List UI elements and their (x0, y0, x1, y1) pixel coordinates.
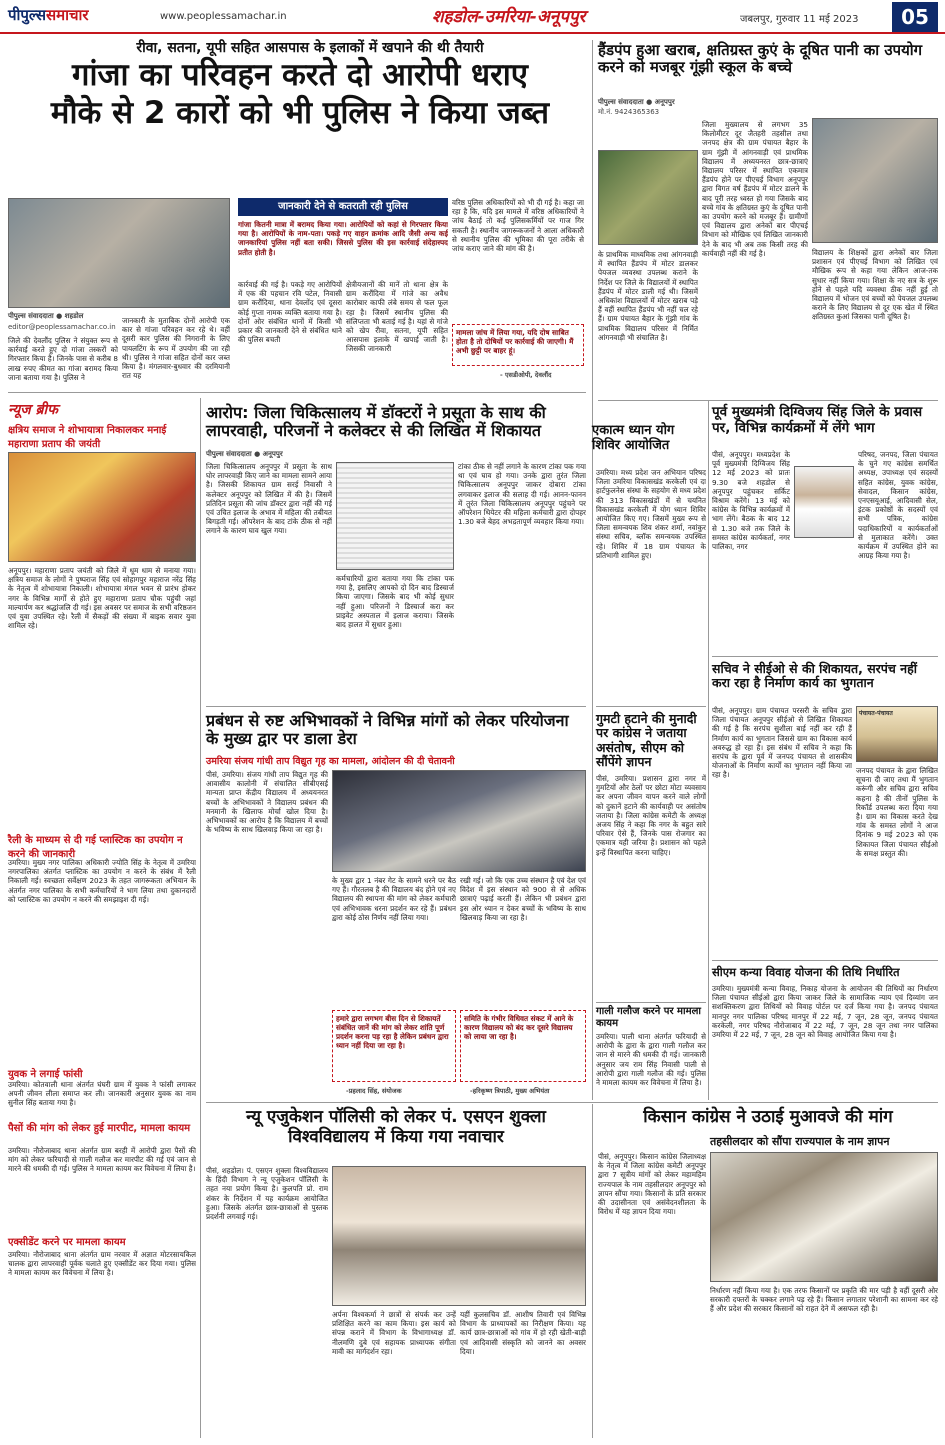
brief-5-body: उमरिया। नौरोजाबाद थाना अंतर्गत ग्राम नरवार में अज्ञात मोटरसायकिल चालक द्वारा लापरवाही पूर्वक चलाते हुए एक्सीडेंट कर दिया गया। पुलिस ने मामला कायम कर विवेचना में लिया है। (8, 1250, 196, 1278)
lead-byline: पीपुल्स संवाददाता ● शहडोल (8, 312, 84, 320)
hospital-col-3: टांका ठीक से नहीं लगाने के कारण टांका पक गया था एवं घाव हो गया। उनके द्वारा तुरंत जिला चिकित्सालय अनूपपुर जाकर दोबारा टांका लगवाकर इलाज की सलाह दी गई। आनन-फानन में तुरंत जिला चिकित्सालय अनूपपुर पहुंचने पर ऑपरेशन थियेटर की महिला कर्मचारी द्वारा दोपहर 1.30 बजे बेहद अभद्रतापूर्ण व्यवहार किया गया। (458, 462, 586, 527)
dera-quote-1-by: -प्रहलाद सिंह, संयोजक (346, 1087, 402, 1095)
lead-col-3: कार्रवाई की गई है। पकड़े गए आरोपियों में एक की पहचान रवि पटेल, निवासी ग्राम करौंदिया, थाना देवलोंद एवं दूसरा कोई गुप्ता नामक व्यक्ति बताया गया है। दोनों ओर संबंधित थानों में किसी भी प्रकार की जानकारी देने से संबंधित थाने की पुलिस बचती (238, 280, 342, 345)
kisan-col-2: निर्धारण नहीं किया गया है। एक तरफ किसानों पर प्रकृति की मार पड़ी है वहीं दूसरी ओर सरकारी दफ्तरों के चक्कर लगाने पड़ रहे हैं। किसान लगातार परेशानी का सामना कर रहे हैं और प्रदेश की सरकार किसानों को राहत देने में असफल रही है। (710, 1286, 938, 1314)
digvijay-photo (794, 466, 854, 538)
lead-col-4: क्षेत्रीयजानों की मानें तो थाना क्षेत्र के ग्राम करौंदिया में गांजे का अवैध कारोबार काफी लंबे समय से फल फूल रहा है। जिसमें स्थानीय पुलिस की संलिप्तता भी बताई गई है। यहां से गांजे को खेप रीवा, सतना, यूपी सहित आसपास इलाके में खपाई जाती है। जिसकी जानकारी (346, 280, 448, 354)
handpump-mobile: मो.नं. 9424365363 (598, 108, 660, 116)
university-col-3: यहीं कुलसचिव डॉ. आशीष तिवारी एवं विभिन्न विभाग के प्राध्यापकों का निरीक्षण किया। यह कार्य छात्र-छात्राओं को गांव में हो रही खेती-बाड़ी एवं आदिवासी संस्कृति को जानने का अवसर दिया। (460, 1310, 586, 1356)
university-headline: न्यू एजुकेशन पॉलिसी को लेकर पं. एसएन शुक्ला विश्वविद्यालय में किया गया नवाचार (246, 1107, 546, 1147)
sarpanch-headline: सचिव ने सीईओ से की शिकायत, सरपंच नहीं करा रहा है निर्माण कार्य का भुगतान (712, 661, 917, 691)
handpump-photo (812, 118, 938, 243)
brief-1-photo (8, 452, 196, 562)
hospital-col-1: जिला चिकित्सालय अनूपपुर में प्रसूता के साथ घोर लापरवाही किए जाने का मामला सामने आया है। जिसकी शिकायत ग्राम सरई निवासी ने कलेक्टर अनूपपुर को लिखित में की है। जिसमें प्रतिदिन प्रसूता की जांच डॉक्टर द्वारा नहीं की गई एवं उचित इलाज के अभाव में महिला की तबीयत बिगड़ती गई। ऑपरेशन के बाद टांके ठीक से नहीं लगाने के कारण घाव खुल गया। (206, 462, 332, 536)
brief-4-body: उमरिया। नौरोजाबाद थाना अंतर्गत ग्राम बरही में आरोपी द्वारा पैसों की मांग को लेकर फरियादी से गाली गलौज कर मारपीट की गई एवं जान से मारने की धमकी दी गई। पुलिस ने मामला कायम कर विवेचना में लिया है। (8, 1146, 196, 1174)
dera-quote-1: हमारे द्वारा लगभग बीस दिन से शिकायतें संबंधित जानें की मांग को लेकर शांति पूर्ण प्रदर्शन करना पड़ रहा है लेकिन प्रबंधन द्वारा ध्यान नहीं दिया जा रहा है। (332, 1010, 456, 1082)
panchayat-board-label: पंचायत-पंचायत (859, 710, 893, 717)
dera-headline: प्रबंधन से रुष्ट अभिभावकों ने विभिन्न मांगों को लेकर परियोजना के मुख्य द्वार पर डाला डेरा (206, 711, 569, 749)
kisan-col-1: पीसं, अनूपपुर। किसान कांग्रेस जिलाध्यक्ष के नेतृत्व में जिला कांग्रेस कमेटी अनूपपुर द्वारा 7 सूत्रीय मांगों को लेकर महामहिम राज्यपाल के नाम तहसीलदार अनूपपुर को ज्ञापन सौंपा गया। किसानों के प्रति सरकार की उदासीनता एवं असंवेदनशीलता के विरोध में यह ज्ञापन दिया गया। (598, 1152, 706, 1217)
kanya-headline: सीएम कन्या विवाह योजना की तिथि निर्धारित (712, 965, 900, 979)
galoj-body: उमरिया। पाली थाना अंतर्गत फरियादी से आरोपी के द्वारा के द्वारा गाली गलौज कर जान से मारने की धमकी दी गई। जानकारी अनुसार जय राम सिंह निवासी पाली से आरोपी द्वारा गाली गलौज की गई। पुलिस ने मामला कायम कर विवेचना में लिया है। (596, 1032, 706, 1088)
brief-5-headline: एक्सीडेंट करने पर मामला कायम (8, 1237, 126, 1248)
sarpanch-photo (856, 706, 938, 762)
university-photo (332, 1166, 586, 1306)
brief-2-headline: रैली के माध्यम से दी गई प्लास्टिक का उपयोग न करने की जानकारी (8, 835, 183, 860)
lead-col-2: जानकारी के मुताबिक दोनों आरोपी एक कार से गांजा परिवहन कर रहे थे। वहीं दूसरी कार पुलिस की निगरानी के लिए पायलटिंग के रूप में उपयोग की जा रही थी। पुलिस ने गांजा सहित दोनों कार जब्त किया है। मंगलवार-बुधवार की दरमियानी रात यह (122, 316, 230, 381)
dera-col-3: रखी गई। जो कि एक उच्च संस्थान है एवं देश एवं विदेश में इस संस्थान को 900 से से अधिक छात्राएं पढ़ाई करती हैं। लेकिन भी प्रबंधन द्वारा इस ओर ध्यान न देकर बच्चों के भविष्य के साथ खिलवाड़ किया जा रहा है। (460, 876, 586, 922)
lead-headline-1: गांजा का परिवहन करते दो आरोपी धराए (72, 57, 528, 93)
university-col-2: अर्पना विश्वकर्मा ने छात्रों से संपर्क कर उन्हें प्रशिक्षित करने का काम किया। इस कार्य को संपन्न कराने में विभाग के विभागाध्यक्ष डॉ. नीलमणि दुबे एवं सहायक प्राध्यापक संगीता मावी का मार्गदर्शन रहा। (332, 1310, 456, 1356)
handpump-col-2: के प्राथमिक माध्यमिक तथा आंगनवाड़ी में स्थापित हैंडपंप में मोटर डालकर पेयजल व्यवस्था उपलब्ध कराने के निर्देश पर जिले के विद्यालयों में स्थापित हैंडपंप में मोटर डाली गई थी। जिसमें अधिकांश विद्यालयों में मोटर खराब पड़े हैं वहीं स्थापित हैंडपंप भी नहीं चल रहे हैं। ग्राम पंचायत बैहार के गूंझी गांव के प्राथमिक विद्यालय परिसर में निर्मित आंगनवाड़ी भी संचालित है। (598, 250, 698, 342)
divider (206, 706, 586, 707)
brief-2-body: उमरिया। मुख्य नगर पालिका अधिकारी ज्योति सिंह के नेतृत्व में उमरिया नगरपालिका अंतर्गत प्लास्टिक का उपयोग न करने के संबंध में रैली निकाली गई। स्वच्छता सर्वेक्षण 2023 के तहत जागरूकता अभियान के अंतर्गत नगर पालिका के सभी कर्मचारियों ने भाग लिया तथा दुकानदारों को प्लास्टिक का उपयोग न करने की समझाइश दी गई। (8, 858, 196, 904)
lead-kicker: रीवा, सतना, यूपी सहित आसपास के इलाकों में खपाने की थी तैयारी (136, 40, 484, 56)
ekatm-body: उमरिया। मध्य प्रदेश जन अभियान परिषद जिला उमरिया विकासखंड करकेली एवं दा हार्टफुलनेस संस्था के सहयोग से मध्य प्रदेश की 313 विकासखंडों में से चयनित विकासखंड करकेली में योग ध्यान शिविर आयोजित किए गए। जिसमें मुख्य रूप से जिला समन्वयक शिव शंकर शर्मा, नवांकुर संस्था सचिव, ब्लॉक समन्वयक उपस्थित रहे। शिविर में 18 ग्राम पंचायत के प्रतिभागी शामिल हुए। (596, 468, 706, 560)
sarpanch-col-2: जनपद पंचायत के द्वारा लिखित सूचना दी जाए तथा मैं भुगतान करूंगी और सचिव द्वारा सचिव कहना है की तीनों पुलिस के रिकॉर्ड उपलब्ध करा दिया गया है। ग्राम का विकास करते देख गांव के समस्त लोगों ने आज दिनांक 9 मई 2023 को एक शिकायत जिला पंचायत सीईओ के समक्ष प्रस्तुत की। (856, 766, 938, 858)
column-divider (592, 40, 593, 1100)
column-divider (708, 400, 709, 1100)
kisan-photo (710, 1152, 938, 1282)
lead-quote-by: - एसडीओपी, देवलौंद (500, 371, 552, 379)
galoj-headline: गाली गलौज करने पर मामला कायम (596, 1006, 701, 1029)
page-number: 05 (892, 2, 938, 32)
kisan-subhead: तहसीलदार को सौंपा राज्यपाल के नाम ज्ञापन (710, 1135, 890, 1148)
university-col-1: पीसं, शहडोल। पं. एसएन शुक्ला विश्वविद्यालय के हिंदी विभाग ने न्यू एजुकेशन पॉलिसी के तहत नया प्रयोग किया है। कुलपति प्रो. राम शंकर के निर्देशन में यह कार्यक्रम आयोजित हुआ। जिसके अंतर्गत छात्र-छात्राओं से पुस्तक प्रदर्शनी लगवाई गई। (206, 1166, 328, 1222)
digvijay-col-1: पीसं, अनूपपुर। मध्यप्रदेश के पूर्व मुख्यमंत्री दिग्विजय सिंह 12 मई 2023 को प्रातः 9.30 बजे शहडोल से अनूपपुर पहुंचकर सर्किट विश्राम करेंगे। 13 मई को कांग्रेस के विभिन्न कार्यक्रमों में भाग लेंगे। बैठक के बाद 12 से 1.30 बजे तक जिले के समस्त कांग्रेस कार्यकर्ता, नगर पालिका, नगर (712, 450, 790, 552)
divider (596, 706, 706, 707)
hospital-complaint-photo (336, 462, 454, 570)
handpump-well-photo (598, 150, 698, 245)
divider (206, 1102, 938, 1103)
masthead (0, 0, 945, 34)
lead-photo (8, 198, 230, 308)
lead-col-1: जिले की देवलौंद पुलिस ने संयुक्त रूप से कार्रवाई करते हुए दो गांजा तस्करों को गिरफ्तार किया है। जिनके पास से करीब 8 लाख रुपए कीमत का गांजा बरामद किया जाना बताया गया है। पुलिस ने (8, 336, 118, 382)
column-divider (200, 398, 201, 1438)
website-url: www.peoplessamachar.in (160, 11, 287, 22)
kanya-body: उमरिया। मुख्यमंत्री कन्या विवाह, निकाह योजना के आयोजन की तिथियों का निर्धारण जिला पंचायत सीईओ द्वारा किया जाकर जिले के सामाजिक न्याय एवं दिव्यांग जन सशक्तिकरण द्वारा तिथियों को विवाह पोर्टल पर दर्ज किया गया है। जनपद पंचायत मानपुर नगर पालिका परिषद मानपुर में 22 मई, 7 जून, 28 जून, जनपद पंचायत करकेली, नगर परिषद नौरोजाबाद में 22 मई, 7 जून, 28 जून तथा नगर पालिका उमरिया में 22 मई, 7 जून, 28 जून को विवाह आयोजित किया गया है। (712, 984, 938, 1040)
kisan-headline: किसान कांग्रेस ने उठाई मुआवजे की मांग (643, 1107, 893, 1127)
dera-col-2: के मुख्य द्वार 1 नंबर गेट के सामने धरने पर बैठ गए हैं। गौरतलब है की विद्यालय बंद होने एवं नए विद्यालय की स्थापना की मांग को लेकर कर्मचारी एवं अभिभावक धरना प्रदर्शन कर रहे हैं। प्रबंधन द्वारा कोई ठोस निर्णय नहीं लिया गया। (332, 876, 456, 922)
column-divider (592, 1104, 593, 1438)
lead-ribbon: जानकारी देने से कतराती रही पुलिस (238, 198, 448, 216)
news-brief-tag: न्यूज ब्रीफ (8, 402, 58, 418)
brief-3-body: उमरिया। कोतवाली थाना अंतर्गत घंघरी ग्राम में युवक ने फांसी लगाकर अपनी जीवन लीला समाप्त कर ली। जानकारी अनुसार युवक का नाम सुनील सिंह बताया गया है। (8, 1080, 196, 1108)
divider (598, 400, 938, 401)
dera-col-1: पीसं, उमरिया। संजय गांधी ताप विद्युत गृह की आवासीय कालोनी में संचालित सीबीएसई मान्यता प्राप्त केंद्रीय विद्यालय में अध्ययनरत बच्चों के अभिभावकों ने विद्यालय प्रबंधन की मनमानी के खिलाफ मोर्चा खोल दिया है। अभिभावकों का आरोप है कि विद्यालय में बच्चों के भविष्य के साथ खिलवाड़ किया जा रहा है। (206, 770, 328, 835)
brief-3-headline: युवक ने लगाई फांसी (8, 1069, 83, 1080)
dera-quote-2-by: -हरिकृष्ण त्रिपाठी, मुख्य अभियंता (470, 1087, 550, 1095)
divider (596, 1002, 706, 1003)
divider (712, 960, 938, 961)
digvijay-headline: पूर्व मुख्यमंत्री दिग्विजय सिंह जिले के प्रवास पर, विभिन्न कार्यक्रमों में लेंगे भाग (712, 404, 923, 436)
hospital-headline: आरोप: जिला चिकित्सालय में डॉक्टरों ने प्रसूता के साथ की लापरवाही, परिजनों ने कलेक्टर से की लिखित में शिकायत (206, 403, 546, 441)
newspaper-logo: पीपुल्ससमाचार (8, 6, 89, 24)
divider (712, 656, 938, 657)
dera-subhead: उमरिया संजय गांधी ताप विद्युत गृह का मामला, आंदोलन की दी चेतावनी (206, 756, 455, 767)
sarpanch-col-1: पीसं, अनूपपुर। ग्राम पंचायत परसरी के सचिव द्वारा जिला पंचायत अनूपपुर सीईओ से लिखित शिकायत की गई है कि सरपंच सुशीला बाई नहीं कर रही हैं निर्माण कार्य का भुगतान जिससे ग्राम का विकास कार्य अवरुद्ध हो रहा है। इस संबंध में सचिव ने कहा कि सरपंच के द्वारा पूर्व में जनपद पंचायत से शासकीय योजनाओं के निर्माण कार्यों का भुगतान नहीं किया जा रहा है। (712, 706, 852, 780)
lead-intro: गांजा कितनी मात्रा में बरामद किया गया। आरोपियों को कहां से गिरफ्तार किया गया है। आरोपियों के नाम-पता। पकड़े गए वाहन क्रमांक आदि जैसी अन्य कई जानकारियां पुलिस नहीं बता सकी। जिससे पुलिस की इस कार्रवाई संदेहास्पद प्रतीत होती है। (238, 220, 448, 257)
gumti-headline: गुमटी हटाने की मुनादी पर कांग्रेस ने जताया असंतोष, सीएम को सौंपेंगे ज्ञापन (596, 711, 697, 770)
issue-date: जबलपुर, गुरुवार 11 मई 2023 (740, 14, 859, 25)
brief-1-body: अनूपपुर। महाराणा प्रताप जयंती को जिले में धूम धाम से मनाया गया। क्षत्रिय समाज के लोगों ने पुष्पराज सिंह एवं सोहागपुर महाराज नरेंद्र सिंह के नेतृत्व में शोभायात्रा निकाली। शोभायात्रा मंगल भवन से प्रारंभ होकर नगर के विभिन्न मार्गों से होते हुए महाराणा प्रताप चौक पहुंची जहां माल्यार्पण कर श्रद्धांजलि दी गई। इस अवसर पर समाज के सभी वरिष्ठजन एवं युवा उपस्थित रहे। रैली में सैकड़ों की संख्या में बाइक सवार युवा शामिल रहे। (8, 566, 196, 631)
handpump-col-3: विद्यालय के शिक्षकों द्वारा अनेकों बार जिला प्रशासन एवं पीएचई विभाग को लिखित एवं मौखिक रूप से कहा गया लेकिन आज-तक सुधार नहीं किया गया। शिक्षा के नए सत्र के शुरू होने से पहले यदि व्यवस्था ठीक नहीं हुई तो विद्यालय में भोजन एवं बच्चों को पेयजल उपलब्ध कराने के लिए विद्यालय से दूर एक खेत में स्थित क्षतिग्रस्त कुआं जिसका पानी दूषित है। (812, 248, 938, 322)
lead-email: editor@peoplessamachar.co.in (8, 323, 116, 331)
brief-4-headline: पैसों की मांग को लेकर हुई मारपीट, मामला कायम (8, 1123, 191, 1134)
handpump-byline: पीपुल्स संवाददाता ● अनूपपुर (598, 98, 675, 106)
ekatm-headline: एकात्म ध्यान योग शिविर आयोजित (592, 423, 675, 453)
dera-protest-photo (332, 770, 586, 872)
lead-quote: मामला जांच में लिया गया, यदि दोष साबित होता है तो दोषियों पर कार्रवाई की जाएगी। मैं अभी छुट्टी पर बाहर हूं। (452, 324, 584, 366)
handpump-col-1: जिला मुख्यालय से लगभग 35 किलोमीटर दूर जैतहरी तहसील तथा जनपद क्षेत्र की ग्राम पंचायत बैहार के ग्राम गूंझी में आंगनवाड़ी एवं प्राथमिक विद्यालय में अध्ययनरत छात्र-छात्राएं विद्यालय परिसर में स्थापित एकमात्र हैंडपंप होने पर पीएचई विभाग अनूपपुर द्वारा विगत वर्ष हैंडपंप में मोटर डालने के बाद पूरी तरह ध्वस्त हो गया जिसके बाद बच्चे गांव के क्षतिग्रस्त कुएं के दूषित पानी का उपयोग करने को मजबूर हैं। ग्रामीणों एवं विद्यालय द्वारा अनेकों बार पीएचई विभाग को मौखिक एवं लिखित जानकारी देने के बाद भी अब तक किसी तरह की कार्यवाही नहीं की गई है। (702, 120, 808, 258)
hospital-byline: पीपुल्स संवाददाता ● अनूपपुर (206, 450, 283, 458)
digvijay-col-2: परिषद, जनपद, जिला पंचायत के चुने गए कांग्रेस समर्थित अध्यक्ष, उपाध्यक्ष एवं सदस्यों सहित कांग्रेस, युवक कांग्रेस, सेवादल, किसान कांग्रेस, एनएसयूआई, आदिवासी सेल, इंटक प्रकोष्ठों के सदस्यों एवं सभी पत्रिक, कांग्रेस पदाधिकारियों व कार्यकर्ताओं से मुलाकात करेंगे। उक्त कार्यक्रम में उपस्थित होने का आग्रह किया गया है। (858, 450, 938, 561)
dera-quote-2: समिति के गंभीर विधिवत संकट में आने के कारण विद्यालय को बंद कर दूसरे विद्यालय को लाया जा रहा है। (460, 1010, 586, 1082)
brief-1-headline: क्षत्रिय समाज ने शोभायात्रा निकालकर मनाई महाराणा प्रताप की जयंती (8, 425, 167, 450)
lead-headline-2: मौके से 2 कारों को भी पुलिस ने किया जब्त (50, 95, 550, 131)
divider (8, 392, 586, 393)
lead-col-5: वरिष्ठ पुलिस अधिकारियों को भी दी गई है। कहा जा रहा है कि, यदि इस मामले में वरिष्ठ अधिकारियों ने जांच बैठाई तो कई पुलिसकर्मियों पर गाज गिर सकती है। स्थानीय जागरूकजनों ने आला अधिकारी से स्थानीय पुलिस की भूमिका की पूरा तरीके से जांच कराए जाने की मांग की है। (452, 198, 584, 254)
gumti-body: पीसं, उमरिया। प्रशासन द्वारा नगर में गुमटियों और ठेलों पर छोटा मोटा व्यवसाय कर अपना जीवन यापन करने वाले लोगों को दुकानें हटाने की कार्यवाही पर असंतोष जताया है। जिला कांग्रेस कमेटी के अध्यक्ष अजय सिंह ने कहा कि नगर के बहुत सारे परिवार ऐसे हैं, जिनके पास रोजगार का एकमात्र यही जरिया है। प्रशासन को पहले इन्हें विस्थापित करना चाहिए। (596, 774, 706, 857)
handpump-headline: हैंडपंप हुआ खराब, क्षतिग्रस्त कुएं के दूषित पानी का उपयोग करने को मजबूर गूंझी स्कूल के बच्चे (598, 41, 923, 77)
section-title: शहडोल-उमरिया-अनूपपुर (432, 7, 586, 27)
hospital-col-2: कर्मचारियों द्वारा बताया गया कि टांका पक गया है, इसलिए आपको दो दिन बाद डिस्चार्ज किया जाएगा। जिसके बाद भी कोई सुधार नहीं हुआ। परिजनों ने डिस्चार्ज करा कर प्राइवेट अस्पताल में इलाज कराया। जिसके बाद हालत में सुधार हुआ। (336, 574, 454, 630)
